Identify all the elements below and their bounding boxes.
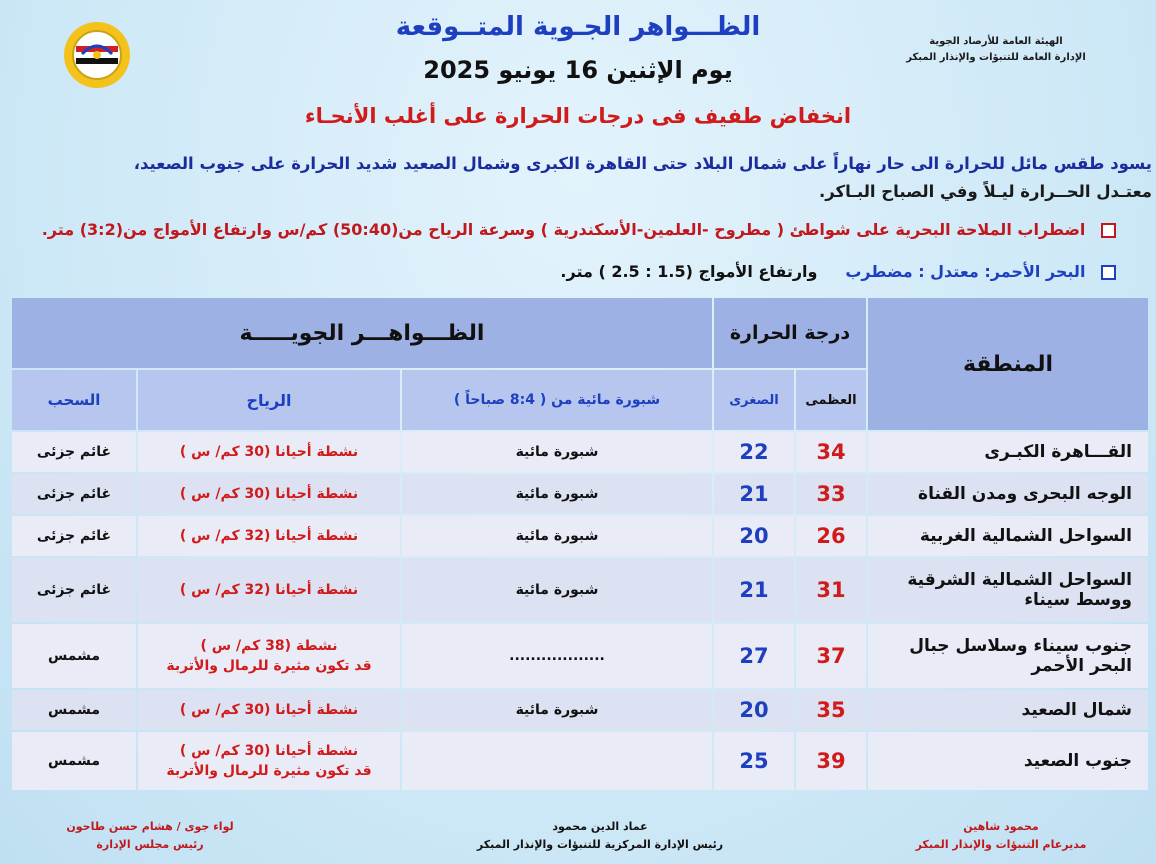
- fog-cell: ..................: [402, 624, 712, 688]
- table-row: [12, 432, 1148, 472]
- table-row: [12, 690, 1148, 730]
- max-temp-cell: 34: [796, 432, 866, 472]
- headline: انخفاض طفيف فى درجات الحرارة على أغلب الأنحـاء: [304, 104, 852, 128]
- signature-left-name: لواء جوى / هشام حسن طاحون: [66, 820, 234, 833]
- min-temp-cell: 25: [714, 732, 794, 790]
- header-region: المنطقة: [868, 298, 1148, 430]
- checkbox-bullet-icon: [1101, 265, 1116, 280]
- max-temp-cell: 33: [796, 474, 866, 514]
- header-fog: شبورة مائية من ( 8:4 صباحاً ): [402, 370, 712, 430]
- fog-cell: شبورة مائية: [402, 474, 712, 514]
- wind-cell: نشطة أحيانا (30 كم/ س ): [138, 690, 400, 730]
- region-cell: شمال الصعيد: [868, 690, 1148, 730]
- signature-left: [30, 818, 270, 854]
- region-cell: القـــاهرة الكبـرى: [868, 432, 1148, 472]
- header-max: العظمى: [796, 370, 866, 430]
- header-clouds: السحب: [12, 370, 136, 430]
- clouds-cell: غائم جزئى: [12, 516, 136, 556]
- min-temp-cell: 20: [714, 690, 794, 730]
- table-row: [12, 624, 1148, 688]
- wind-cell: [138, 624, 400, 688]
- wind-cell: نشطة أحيانا (32 كم/ س ): [138, 516, 400, 556]
- marine-red-bullet: [10, 262, 1116, 281]
- fog-cell: شبورة مائية: [402, 432, 712, 472]
- signature-center: [420, 818, 780, 854]
- header-min: الصغرى: [714, 370, 794, 430]
- min-temp-cell: 21: [714, 558, 794, 622]
- wind-cell: [138, 732, 400, 790]
- fog-cell: شبورة مائية: [402, 558, 712, 622]
- summary-line-2: معتـدل الحــرارة ليـلاً وفي الصباح البـاكر.: [819, 182, 1152, 201]
- clouds-cell: غائم جزئى: [12, 558, 136, 622]
- max-temp-cell: 35: [796, 690, 866, 730]
- header-temperature: درجة الحرارة: [714, 298, 866, 368]
- min-temp-cell: 21: [714, 474, 794, 514]
- max-temp-cell: 39: [796, 732, 866, 790]
- max-temp-cell: 31: [796, 558, 866, 622]
- signature-center-title: رئيس الإدارة المركزية للتنبؤات والإنذار المبكر: [476, 838, 724, 851]
- clouds-cell: غائم جزئى: [12, 474, 136, 514]
- wind-speed: نشطة (38 كم/ س ): [200, 638, 338, 654]
- wind-speed: نشطة أحيانا (30 كم/ س ): [179, 743, 359, 759]
- min-temp-cell: 20: [714, 516, 794, 556]
- fog-cell: شبورة مائية: [402, 516, 712, 556]
- wind-cell: نشطة أحيانا (32 كم/ س ): [138, 558, 400, 622]
- signature-right-name: محمود شاهين: [963, 820, 1039, 833]
- clouds-cell: مشمس: [12, 624, 136, 688]
- wind-cell: نشطة أحيانا (30 كم/ س ): [138, 474, 400, 514]
- summary-line-1: يسود طقس مائل للحرارة الى حار نهاراً على شمال البلاد حتى القاهرة الكبرى وشمال الصعيد شديد الحرارة على جنوب الصعيد،: [133, 154, 1152, 173]
- marine-red-label: البحر الأحمر: معتدل : مضطرب: [845, 262, 1086, 281]
- org-line-2: الإدارة العامة للتنبؤات والإنذار المبكر: [906, 52, 1086, 63]
- table-row: [12, 474, 1148, 514]
- signature-right: [886, 818, 1116, 854]
- marine-red-waves: وارتفاع الأمواج (1.5 : 2.5 ) متر.: [560, 262, 818, 281]
- clouds-cell: مشمس: [12, 732, 136, 790]
- org-line-1: الهيئة العامة للأرصاد الجوية: [929, 36, 1063, 47]
- clouds-cell: مشمس: [12, 690, 136, 730]
- checkbox-bullet-icon: [1101, 223, 1116, 238]
- wind-note: قد تكون مثيرة للرمال والأتربة: [166, 658, 372, 674]
- page-title: الظـــواهر الجـوية المتــوقعة: [395, 12, 761, 42]
- summary-paragraph: [4, 150, 1152, 206]
- forecast-table: [10, 296, 1150, 792]
- marine-med-text: اضطراب الملاحة البحرية على شواطئ ( مطروح -العلمين-الأسكندرية ) وسرعة الرياح من(50:40) كم/س وارتفاع الأمواج من(3:2) متر.: [41, 220, 1086, 239]
- fog-cell: شبورة مائية: [402, 690, 712, 730]
- forecast-date: يوم الإثنين 16 يونيو 2025: [423, 56, 733, 84]
- region-cell: السواحل الشمالية الشرقية ووسط سيناء: [868, 558, 1148, 622]
- min-temp-cell: 22: [714, 432, 794, 472]
- table-row: [12, 516, 1148, 556]
- region-cell: جنوب الصعيد: [868, 732, 1148, 790]
- signature-right-title: مديرعام التنبؤات والإنذار المبكر: [915, 838, 1087, 851]
- wind-note: قد تكون مثيرة للرمال والأتربة: [166, 763, 372, 779]
- min-temp-cell: 27: [714, 624, 794, 688]
- region-cell: جنوب سيناء وسلاسل جبال البحر الأحمر: [868, 624, 1148, 688]
- header-wind: الرياح: [138, 370, 400, 430]
- signature-left-title: رئيس مجلس الإدارة: [96, 838, 204, 851]
- fog-cell: [402, 732, 712, 790]
- signature-center-name: عماد الدين محمود: [552, 820, 648, 833]
- table-row: [12, 732, 1148, 790]
- clouds-cell: غائم جزئى: [12, 432, 136, 472]
- region-cell: الوجه البحرى ومدن القناة: [868, 474, 1148, 514]
- header-phenomena: الظـــواهـــر الجويـــــة: [12, 298, 712, 368]
- region-cell: السواحل الشمالية الغربية: [868, 516, 1148, 556]
- max-temp-cell: 26: [796, 516, 866, 556]
- marine-med-bullet: [10, 220, 1116, 239]
- table-row: [12, 558, 1148, 622]
- wind-cell: نشطة أحيانا (30 كم/ س ): [138, 432, 400, 472]
- max-temp-cell: 37: [796, 624, 866, 688]
